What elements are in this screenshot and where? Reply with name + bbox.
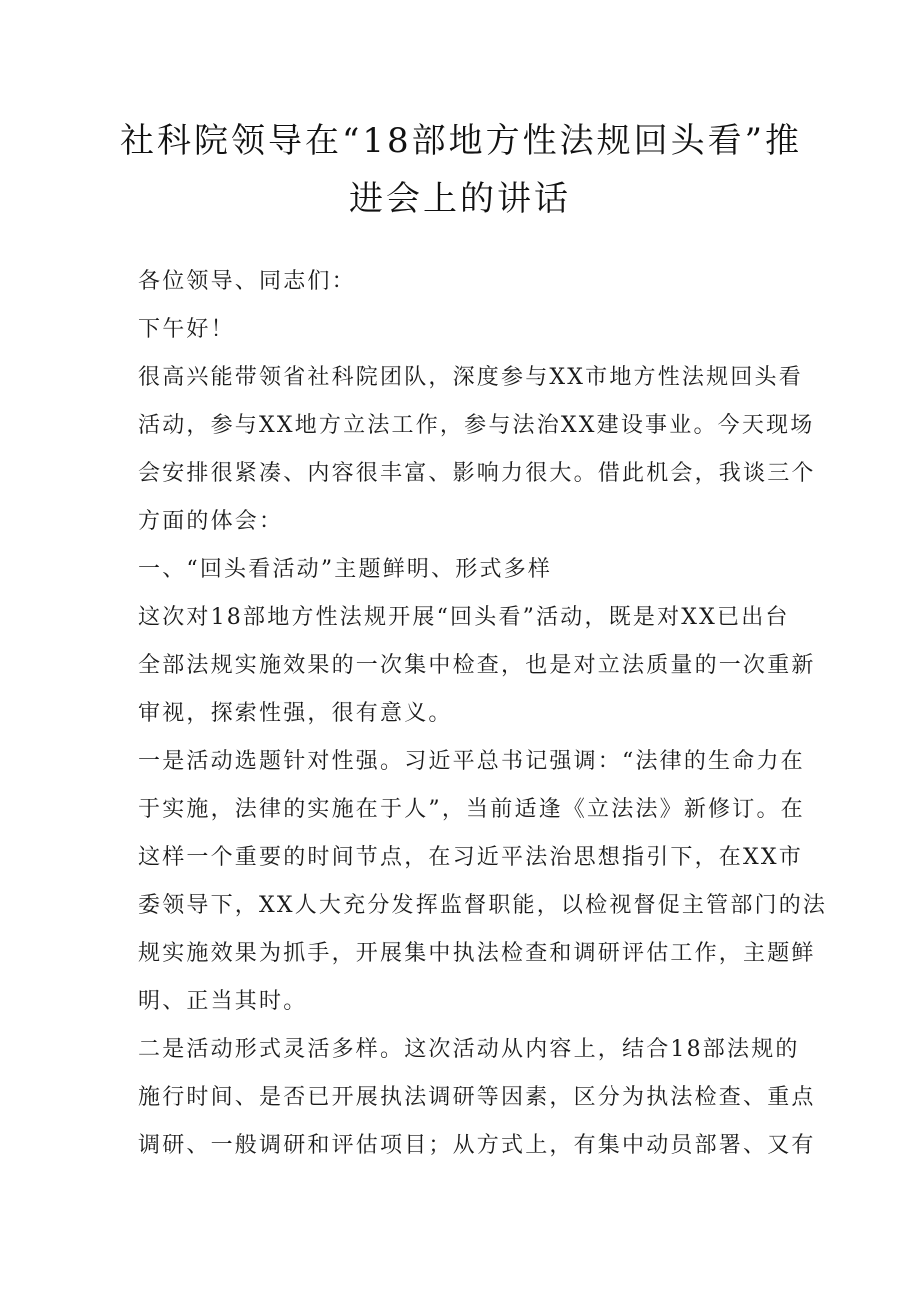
paragraph-line: 一是活动选题针对性强。习近平总书记强调：“法律的生命力在 [138, 749, 805, 774]
paragraph-line: 很高兴能带领省社科院团队，深度参与XX市地方性法规回头看 [138, 365, 803, 390]
paragraph-line: 调研、一般调研和评估项目；从方式上，有集中动员部署、又有 [138, 1133, 816, 1158]
paragraph-line: 规实施效果为抓手，开展集中执法检查和调研评估工作，主题鲜 [138, 941, 816, 966]
document-title-line-1: 社科院领导在“18部地方性法规回头看”推 [120, 121, 803, 161]
paragraph-line: 于实施，法律的实施在于人”，当前适逢《立法法》新修订。在 [138, 797, 805, 822]
paragraph-line: 会安排很紧凑、内容很丰富、影响力很大。借此机会，我谈三个 [138, 461, 816, 486]
paragraph-line: 二是活动形式灵活多样。这次活动从内容上，结合18部法规的 [138, 1037, 800, 1062]
salutation: 各位领导、同志们： [138, 269, 356, 294]
document-title-line-2: 进会上的讲话 [349, 179, 571, 219]
greeting: 下午好！ [138, 317, 235, 342]
paragraph-line: 明、正当其时。 [138, 989, 308, 1014]
paragraph-line: 方面的体会： [138, 509, 284, 534]
paragraph-line: 全部法规实施效果的一次集中检查，也是对立法质量的一次重新 [138, 653, 816, 678]
paragraph-line: 这次对18部地方性法规开展“回头看”活动，既是对XX已出台 [138, 605, 790, 630]
paragraph-line: 活动，参与XX地方立法工作，参与法治XX建设事业。今天现场 [138, 413, 815, 438]
section-heading: 一、“回头看活动”主题鲜明、形式多样 [138, 557, 553, 582]
paragraph-line: 施行时间、是否已开展执法调研等因素，区分为执法检查、重点 [138, 1085, 816, 1110]
paragraph-line: 委领导下，XX人大充分发挥监督职能，以检视督促主管部门的法 [138, 893, 828, 918]
paragraph-line: 这样一个重要的时间节点，在习近平法治思想指引下，在XX市 [138, 845, 803, 870]
paragraph-line: 审视，探索性强，很有意义。 [138, 701, 453, 726]
